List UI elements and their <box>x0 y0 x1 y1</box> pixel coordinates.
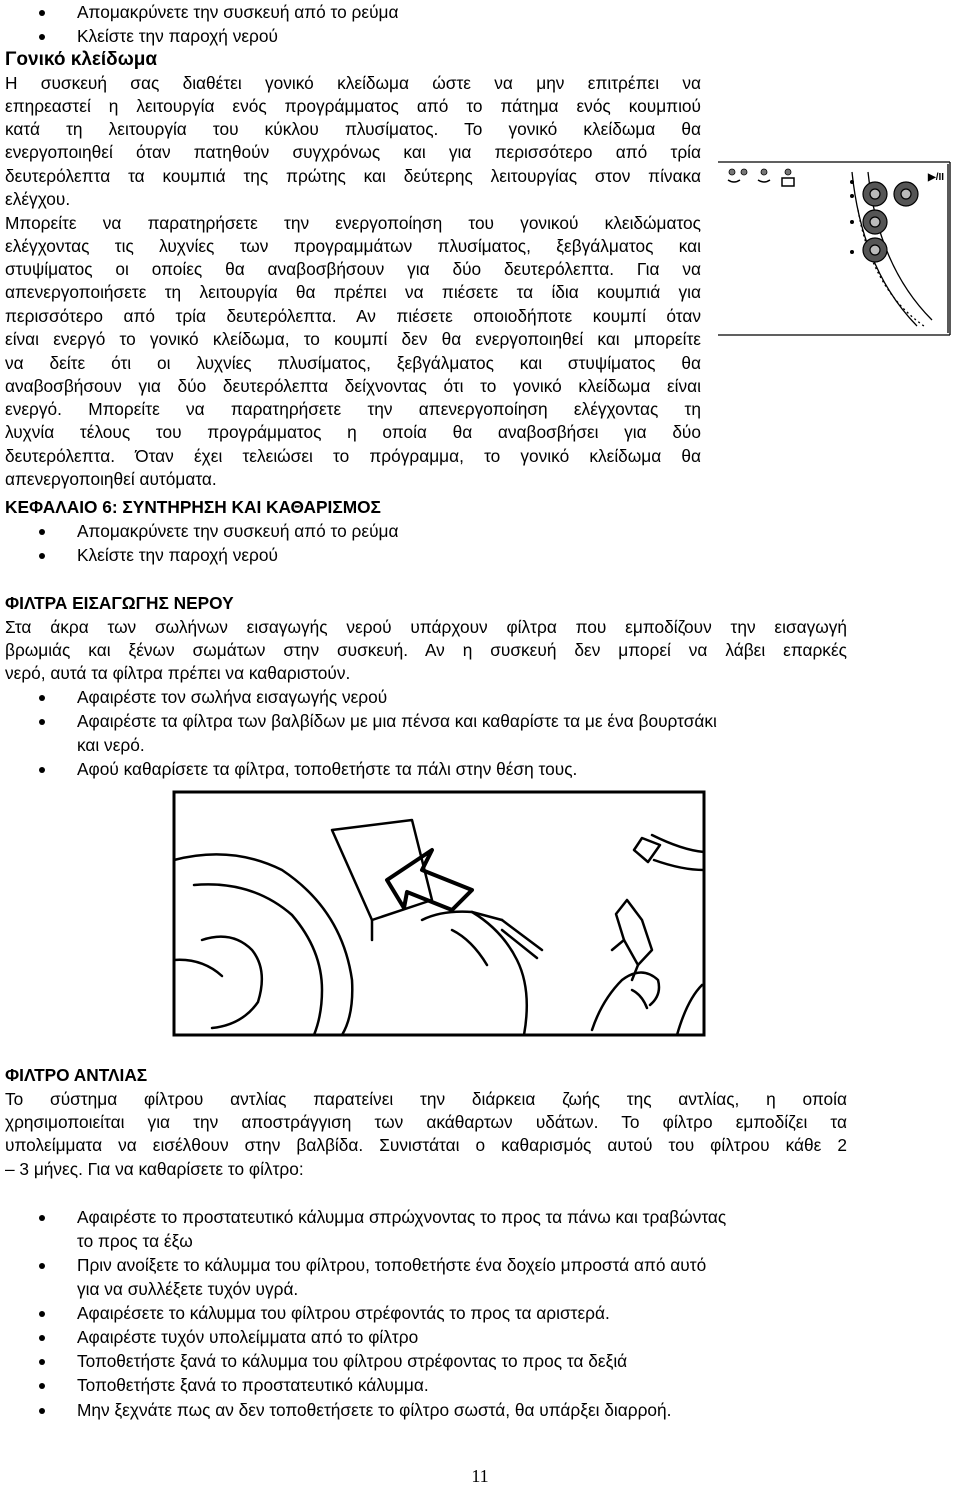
paragraph-line: είναι ενεργό το γονικό κλείδωμα, το κουμπί δεν θα ενεργοποιηθεί και μπορείτε <box>5 329 701 349</box>
bullet-text: Τοποθετήστε ξανά το προστατευτικό κάλυμμα. <box>77 1375 429 1395</box>
paragraph-line: αναβοσβήσουν για δύο δευτερόλεπτα δείχνοντας ότι το γονικό κλείδωμα είναι <box>5 376 701 396</box>
paragraph-line: να δείτε ότι οι λυχνίες πλυσίματος, ξεβγάλματος και στυψίματος θα <box>5 353 701 373</box>
bullet-dot <box>39 1311 45 1317</box>
bullet-dot <box>39 553 45 559</box>
bullet-dot <box>39 1408 45 1414</box>
bullet-dot <box>39 34 45 40</box>
bullet-text: Αφού καθαρίσετε τα φίλτρα, τοποθετήστε τα πάλι στην θέση τους. <box>77 759 578 779</box>
section-heading: ΦΙΛΤΡΑ ΕΙΣΑΓΩΓΗΣ ΝΕΡΟΥ <box>5 593 234 613</box>
paragraph-line: Μπορείτε να παρατηρήσετε την ενεργοποίηση του γονικού κλειδώματος <box>5 213 701 233</box>
section-heading: Γονικό κλείδωμα <box>5 49 158 70</box>
section-heading: ΦΙΛΤΡΟ ΑΝΤΛΙΑΣ <box>5 1065 148 1085</box>
paragraph-line: ενεργό. Μπορείτε να παρατηρήσετε την απενεργοποίηση ελέγχοντας τη <box>5 399 701 419</box>
bullet-dot <box>39 1383 45 1389</box>
paragraph-line: ελέγχου. <box>5 189 71 209</box>
bullet-dot <box>39 1335 45 1341</box>
bullet-text: για να συλλέξετε τυχόν υγρά. <box>77 1279 299 1299</box>
control-panel-illustration <box>712 150 956 345</box>
inlet-filter-illustration <box>172 790 706 1037</box>
paragraph-line: ενεργοποιηθεί όταν πατηθούν συγχρόνως και για περισσότερο από τρία <box>5 142 701 162</box>
paragraph-line: περισσότερο από τρία δευτερόλεπτα. Αν πιέσετε οποιοδήποτε κουμπί όταν <box>5 306 701 326</box>
bullet-text: το προς τα έξω <box>77 1231 193 1251</box>
bullet-text: Κλείστε την παροχή νερού <box>77 545 278 565</box>
bullet-dot <box>39 719 45 725</box>
paragraph-line: – 3 μήνες. Για να καθαρίσετε το φίλτρο: <box>5 1159 304 1179</box>
bullet-dot <box>39 529 45 535</box>
bullet-text: Κλείστε την παροχή νερού <box>77 26 278 46</box>
paragraph-line: Στα άκρα των σωλήνων εισαγωγής νερού υπάρχουν φίλτρα που εμποδίζουν την εισαγωγή <box>5 617 847 637</box>
paragraph-line: απενεργοποιήσετε τη λειτουργία θα πρέπει να πιέσετε τα ίδια κουμπιά για <box>5 282 701 302</box>
paragraph-line: λυχνία τέλους του προγράμματος η οποία θα αναβοσβήσει για δύο <box>5 422 701 442</box>
paragraph-line: ελέγχοντας τις λυχνίες των προγραμμάτων πλυσίματος, ξεβγάλματος και <box>5 236 701 256</box>
paragraph-line: Η συσκευή σας διαθέτει γονικό κλείδωμα ώστε να μην επιτρέπει να <box>5 73 701 93</box>
bullet-dot <box>39 1263 45 1269</box>
chapter-heading: ΚΕΦΑΛΑΙΟ 6: ΣΥΝΤΗΡΗΣΗ ΚΑΙ ΚΑΘΑΡΙΣΜΟΣ <box>5 497 381 517</box>
paragraph-line: υπολείμματα να εισέλθουν στην βαλβίδα. Συνιστάται ο καθαρισμός αυτού του φίλτρου κάθε 2 <box>5 1135 847 1155</box>
paragraph-line: επηρεαστεί η λειτουργία ενός προγράμματος από το πάτημα ενός κουμπιού <box>5 96 701 116</box>
bullet-dot <box>39 1359 45 1365</box>
paragraph-line: χρησιμοποιείται για την αποστράγγιση των ακάθαρτων υδάτων. Το φίλτρο εμποδίζει τα <box>5 1112 847 1132</box>
bullet-dot <box>39 695 45 701</box>
page-number: 11 <box>471 1466 489 1486</box>
paragraph-line: νερό, αυτά τα φίλτρα πρέπει να καθαριστούν. <box>5 663 351 683</box>
bullet-text: Πριν ανοίξετε το κάλυμμα του φίλτρου, τοποθετήστε ένα δοχείο μπροστά από αυτό <box>77 1255 707 1275</box>
bullet-dot <box>39 767 45 773</box>
bullet-dot <box>39 1215 45 1221</box>
paragraph-line: Το σύστημα φίλτρου αντλίας παρατείνει την διάρκεια ζωής της αντλίας, η οποία <box>5 1089 847 1109</box>
bullet-text: Αφαιρέστε τυχόν υπολείμματα από το φίλτρο <box>77 1327 419 1347</box>
bullet-text: Τοποθετήστε ξανά το κάλυμμα του φίλτρου στρέφοντας το προς τα δεξιά <box>77 1351 628 1371</box>
bullet-text: και νερό. <box>77 735 145 755</box>
paragraph-line: στυψίματος οι οποίες θα αναβοσβήσουν για δύο δευτερόλεπτα. Για να <box>5 259 701 279</box>
paragraph-line: κατά τη λειτουργία του κύκλου πλυσίματος. Το γονικό κλείδωμα θα <box>5 119 701 139</box>
bullet-text: Αφαιρέστε τον σωλήνα εισαγωγής νερού <box>77 687 388 707</box>
paragraph-line: δευτερόλεπτα. Όταν έχει τελειώσει το πρόγραμμα, το γονικό κλείδωμα θα <box>5 446 701 466</box>
paragraph-line: δευτερόλεπτα τα κουμπιά της πρώτης και δεύτερης λειτουργίας στον πίνακα <box>5 166 701 186</box>
bullet-text: Απομακρύνετε την συσκευή από το ρεύμα <box>77 2 399 22</box>
bullet-text: Απομακρύνετε την συσκευή από το ρεύμα <box>77 521 399 541</box>
bullet-text: Αφαιρέστε τα φίλτρα των βαλβίδων με μια πένσα και καθαρίστε τα με ένα βουρτσάκι <box>77 711 717 731</box>
bullet-text: Αφαιρέστε το προστατευτικό κάλυμμα σπρώχνοντας το προς τα πάνω και τραβώντας <box>77 1207 727 1227</box>
bullet-text: Αφαιρέσετε το κάλυμμα του φίλτρου στρέφοντάς το προς τα αριστερά. <box>77 1303 610 1323</box>
paragraph-line: βρωμιάς και ξένων σωμάτων στην συσκευή. Αν η συσκευή δεν μπορεί να λάβει επαρκές <box>5 640 847 660</box>
bullet-dot <box>39 10 45 16</box>
paragraph-line: απενεργοποιηθεί αυτόματα. <box>5 469 217 489</box>
svg-text:▶/II: ▶/II <box>928 172 945 183</box>
bullet-text: Μην ξεχνάτε πως αν δεν τοποθετήσετε το φίλτρο σωστά, θα υπάρξει διαρροή. <box>77 1400 672 1420</box>
